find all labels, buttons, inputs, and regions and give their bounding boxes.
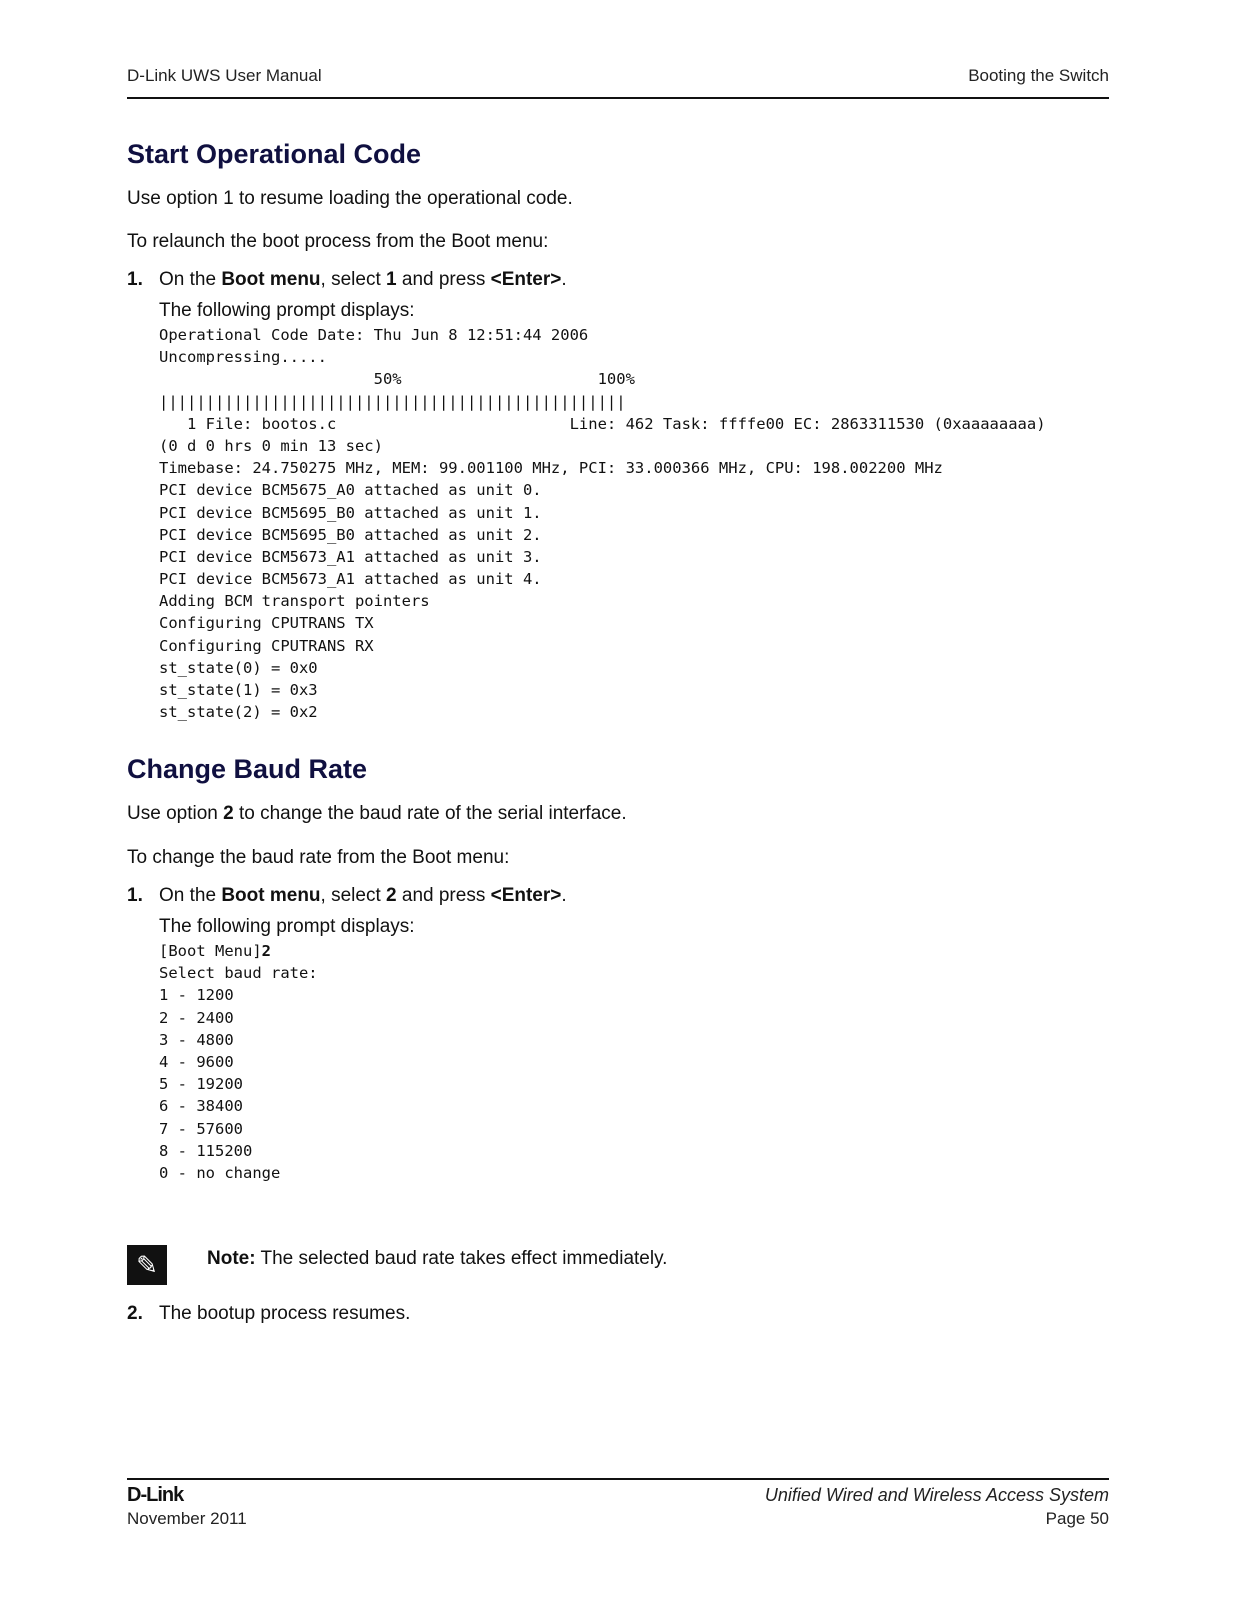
console-line: 1 File: bootos.c Line: 462 Task: ffffe00 EC: 2863311530 (0xaaaaaaaa) [159, 414, 1046, 433]
step-number: 1. [127, 269, 143, 290]
console-line: 50% 100% [159, 370, 635, 389]
step-text: , select [320, 269, 387, 290]
section-title-start-operational-code: Start Operational Code [127, 139, 422, 169]
header-manual-title: D-Link UWS User Manual [127, 66, 322, 85]
section1-step-1 [127, 269, 567, 291]
boot-console-output [159, 324, 1046, 723]
console-line: PCI device BCM5673_A1 attached as unit 3. [159, 547, 542, 566]
section1-prompt-intro: The following prompt displays: [159, 300, 415, 321]
console-line: PCI device BCM5675_A0 attached as unit 0. [159, 481, 542, 500]
section2-step-2 [127, 1303, 410, 1325]
pencil-note-icon: ✎ [127, 1245, 167, 1285]
footer-date: November 2011 [127, 1509, 247, 1528]
step-bold-enter: <Enter> [490, 885, 562, 906]
intro-text: Use option [127, 803, 224, 824]
console-line: |||||||||||||||||||||||||||||||||||||||||||||||||| [159, 392, 626, 411]
section-title-change-baud-rate: Change Baud Rate [127, 754, 368, 784]
step-text: . [561, 885, 567, 906]
console-line: Adding BCM transport pointers [159, 592, 430, 611]
intro-text: to change the baud rate of the serial interface. [233, 803, 627, 824]
section2-intro [127, 803, 627, 825]
console-line: Configuring CPUTRANS RX [159, 636, 374, 655]
console-line: Operational Code Date: Thu Jun 8 12:51:44 2006 [159, 326, 589, 344]
console-line: st_state(1) = 0x3 [159, 681, 318, 699]
section2-prompt-intro: The following prompt displays: [159, 916, 415, 937]
console-line: PCI device BCM5673_A1 attached as unit 4. [159, 570, 542, 589]
step-bold-boot-menu: Boot menu [221, 269, 321, 290]
step-text: and press [396, 885, 491, 906]
step-text: , select [320, 885, 387, 906]
console-line [159, 940, 318, 962]
console-line: 1 - 1200 [159, 986, 234, 1005]
step-text: . [561, 269, 567, 290]
footer-rule [127, 1478, 1109, 1480]
console-line: 3 - 4800 [159, 1030, 234, 1049]
console-line: PCI device BCM5695_B0 attached as unit 2. [159, 525, 542, 544]
step-bold-boot-menu: Boot menu [221, 885, 321, 906]
section2-step-1 [127, 885, 567, 907]
step-bold-option: 1 [386, 269, 397, 290]
console-line: Configuring CPUTRANS TX [159, 614, 374, 633]
console-line: 2 - 2400 [159, 1008, 234, 1027]
console-line: Select baud rate: [159, 964, 318, 983]
header-section-title: Booting the Switch [968, 66, 1109, 85]
console-line: st_state(2) = 0x2 [159, 703, 318, 722]
console-line: Timebase: 24.750275 MHz, MEM: 99.001100 MHz, PCI: 33.000366 MHz, CPU: 198.002200 MHz [159, 459, 943, 478]
step-number: 2. [127, 1303, 143, 1324]
console-line: 7 - 57600 [159, 1119, 243, 1138]
baud-console-output [159, 940, 318, 1184]
console-line: 0 - no change [159, 1163, 281, 1182]
section1-lead: To relaunch the boot process from the Boot menu: [127, 231, 549, 252]
step-number: 1. [127, 885, 143, 906]
console-line: 5 - 19200 [159, 1075, 243, 1094]
note-label: Note: [207, 1248, 256, 1269]
step-text: On the [159, 269, 222, 290]
console-input: 2 [261, 942, 271, 960]
step-text: The bootup process resumes. [159, 1303, 411, 1324]
console-line: PCI device BCM5695_B0 attached as unit 1. [159, 503, 542, 522]
header-rule [127, 97, 1109, 99]
intro-option: 2 [223, 803, 234, 824]
console-line: 6 - 38400 [159, 1097, 243, 1116]
step-text: On the [159, 885, 222, 906]
note-text: The selected baud rate takes effect immediately. [255, 1248, 668, 1269]
console-line: 8 - 115200 [159, 1141, 253, 1160]
step-text: and press [396, 269, 491, 290]
step-bold-option: 2 [386, 885, 397, 906]
console-prompt: [Boot Menu] [159, 942, 262, 960]
footer-page-number: Page 50 [1045, 1509, 1109, 1528]
step-bold-enter: <Enter> [490, 269, 562, 290]
console-line: (0 d 0 hrs 0 min 13 sec) [159, 436, 383, 455]
section1-intro: Use option 1 to resume loading the operational code. [127, 188, 573, 209]
note [207, 1248, 667, 1270]
console-line: Uncompressing..... [159, 348, 327, 367]
footer-product-title: Unified Wired and Wireless Access System [764, 1485, 1109, 1505]
console-line: 4 - 9600 [159, 1052, 234, 1071]
console-line: st_state(0) = 0x0 [159, 658, 318, 677]
dlink-logo: D-Link [127, 1484, 184, 1506]
section2-lead: To change the baud rate from the Boot menu: [127, 847, 510, 868]
